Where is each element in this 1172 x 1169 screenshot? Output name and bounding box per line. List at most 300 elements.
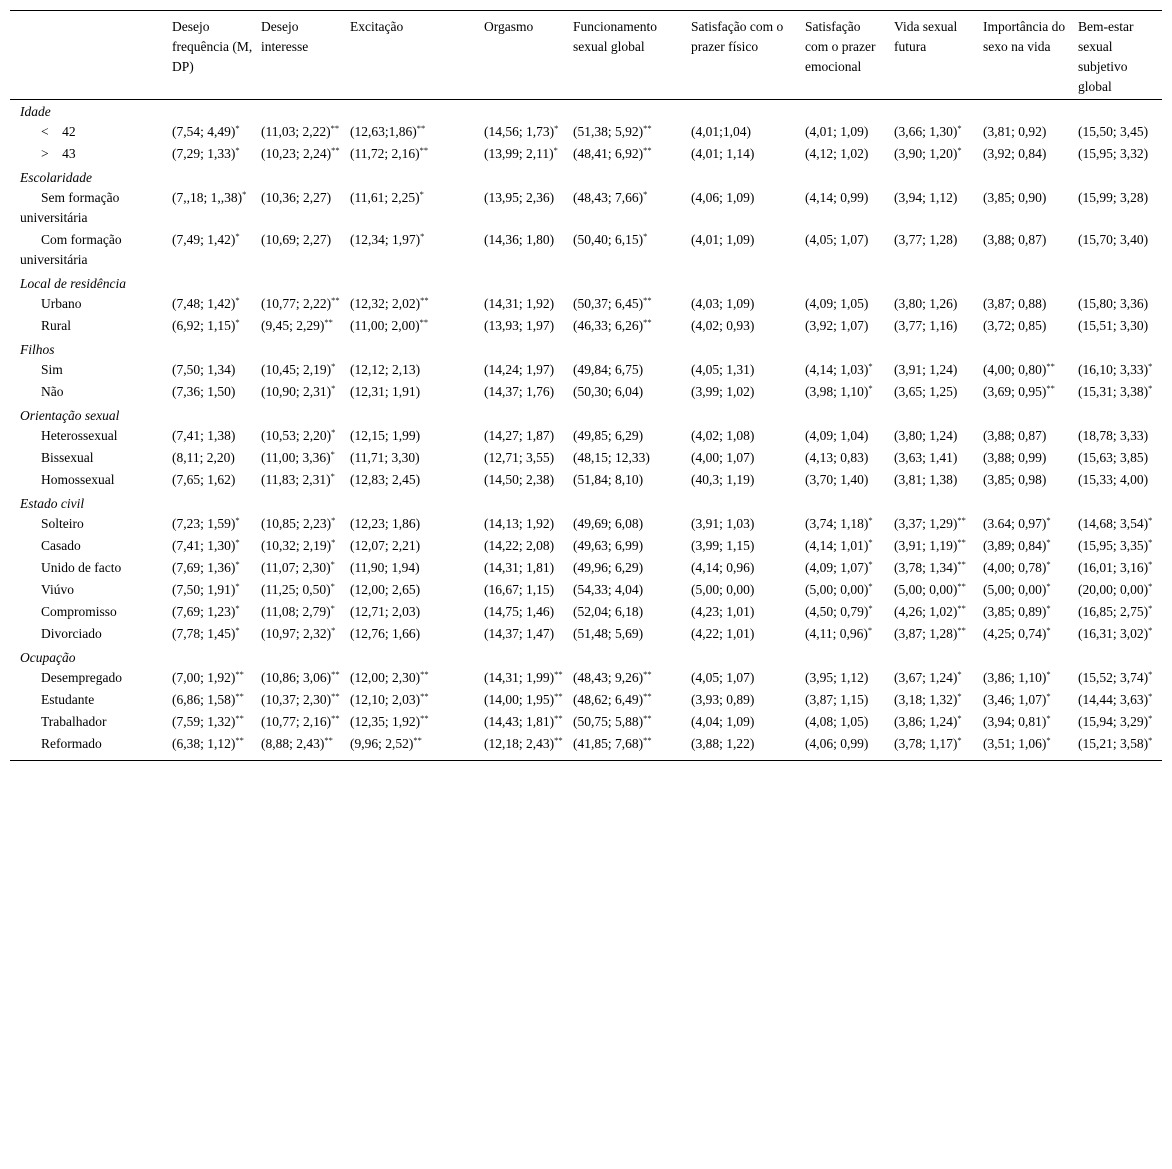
cell-value: (16,85; 2,75) <box>1078 604 1149 619</box>
cell-value: (15,94; 3,29) <box>1078 714 1149 729</box>
value-cell <box>979 448 1074 470</box>
value-cell <box>687 316 801 338</box>
cell-value: (14,27; 1,87) <box>484 428 555 443</box>
value-cell <box>979 188 1074 230</box>
cell-value: (4,08; 1,05) <box>805 714 869 729</box>
cell-value: (3,88; 0,87) <box>983 232 1047 247</box>
cell-value: (4,06; 1,09) <box>691 190 755 205</box>
cell-value: (11,08; 2,79) <box>261 604 331 619</box>
significance-marker: * <box>1148 669 1153 679</box>
value-cell <box>168 360 257 382</box>
value-cell <box>801 668 890 690</box>
value-cell <box>890 294 979 316</box>
cell-value: (16,31; 3,02) <box>1078 626 1149 641</box>
value-cell <box>346 624 480 646</box>
table-body <box>10 100 1162 761</box>
value-cell <box>1074 624 1162 646</box>
significance-marker: ** <box>420 669 429 679</box>
value-cell <box>1074 144 1162 166</box>
cell-value: (12,35; 1,92) <box>350 714 421 729</box>
significance-marker: * <box>868 559 873 569</box>
value-cell <box>569 122 687 144</box>
table-row <box>10 426 1162 448</box>
row-label: Viúvo <box>41 582 74 597</box>
table-row <box>10 712 1162 734</box>
value-cell <box>569 602 687 624</box>
value-cell <box>801 734 890 761</box>
value-cell <box>1074 382 1162 404</box>
cell-value: (12,00; 2,30) <box>350 670 421 685</box>
value-cell <box>801 426 890 448</box>
table-row <box>10 668 1162 690</box>
cell-value: (3,87; 0,88) <box>983 296 1047 311</box>
cell-value: (3,65; 1,25) <box>894 384 958 399</box>
value-cell <box>480 188 569 230</box>
group-title: Filhos <box>20 342 55 357</box>
column-header-1: Desejo frequência (M, DP) <box>172 19 253 74</box>
value-cell <box>346 558 480 580</box>
row-label: Urbano <box>41 296 82 311</box>
cell-value: (10,53; 2,20) <box>261 428 332 443</box>
significance-marker: ** <box>324 317 333 327</box>
cell-value: (14,31; 1,99) <box>484 670 555 685</box>
value-cell <box>890 690 979 712</box>
value-cell <box>569 734 687 761</box>
value-cell <box>168 470 257 492</box>
cell-value: (10,85; 2,23) <box>261 516 332 531</box>
column-header-9: Importância do sexo na vida <box>983 19 1066 54</box>
cell-value: (10,37; 2,30) <box>261 692 332 707</box>
cell-value: (15,63; 3,85) <box>1078 450 1149 465</box>
value-cell <box>569 536 687 558</box>
significance-marker: ** <box>330 123 340 133</box>
value-cell <box>346 382 480 404</box>
cell-value: (3,67; 1,24) <box>894 670 958 685</box>
cell-value: (14,24; 1,97) <box>484 362 555 377</box>
value-cell <box>346 122 480 144</box>
cell-value: (14,43; 1,81) <box>484 714 555 729</box>
column-header-6: Satisfação com o prazer físico <box>691 19 784 54</box>
cell-value: (10,36; 2,27) <box>261 190 332 205</box>
value-cell <box>687 514 801 536</box>
significance-marker: * <box>235 295 240 305</box>
cell-value: (4,14; 0,96) <box>691 560 755 575</box>
cell-value: (20,00; 0,00) <box>1078 582 1149 597</box>
cell-value: (3,85; 0,90) <box>983 190 1047 205</box>
row-label: Sim <box>41 362 63 377</box>
value-cell <box>480 360 569 382</box>
significance-marker: ** <box>419 317 429 327</box>
table-row <box>10 382 1162 404</box>
cell-value: (3,69; 0,95) <box>983 384 1047 399</box>
group-row <box>10 100 1162 123</box>
cell-value: (14,37; 1,76) <box>484 384 555 399</box>
significance-marker: ** <box>957 603 966 613</box>
cell-value: (10,32; 2,19) <box>261 538 332 553</box>
cell-value: (3,87; 1,28) <box>894 626 958 641</box>
value-cell <box>801 230 890 272</box>
table-row <box>10 188 1162 230</box>
significance-marker: * <box>643 231 648 241</box>
cell-value: (3,86; 1,24) <box>894 714 958 729</box>
significance-marker: ** <box>554 735 563 745</box>
group-row <box>10 646 1162 668</box>
significance-marker: * <box>867 625 873 635</box>
value-cell <box>687 580 801 602</box>
value-cell <box>979 470 1074 492</box>
value-cell <box>687 602 801 624</box>
cell-value: (4,11; 0,96) <box>805 626 868 641</box>
value-cell <box>257 144 346 166</box>
table-row <box>10 294 1162 316</box>
cell-value: (13,95; 2,36) <box>484 190 555 205</box>
row-label: Desempregado <box>41 670 122 685</box>
cell-value: (49,96; 6,29) <box>573 560 644 575</box>
cell-value: (15,51; 3,30) <box>1078 318 1149 333</box>
cell-value: (3,63; 1,41) <box>894 450 958 465</box>
cell-value: (12,18; 2,43) <box>484 736 555 751</box>
cell-value: (3,94; 0,81) <box>983 714 1047 729</box>
value-cell <box>257 470 346 492</box>
value-cell <box>257 448 346 470</box>
significance-marker: * <box>331 361 336 371</box>
value-cell <box>168 382 257 404</box>
value-cell <box>979 602 1074 624</box>
cell-value: (3,89; 0,84) <box>983 538 1047 553</box>
value-cell <box>687 448 801 470</box>
cell-value: (12,23; 1,86) <box>350 516 421 531</box>
row-label: > 43 <box>41 146 76 161</box>
cell-value: (4,25; 0,74) <box>983 626 1047 641</box>
cell-value: (10,86; 3,06) <box>261 670 332 685</box>
cell-value: (12,71; 2,03) <box>350 604 421 619</box>
cell-value: (7,50; 1,34) <box>172 362 236 377</box>
cell-value: (3,92; 0,84) <box>983 146 1047 161</box>
significance-marker: * <box>1148 713 1153 723</box>
value-cell <box>257 624 346 646</box>
cell-value: (50,37; 6,45) <box>573 296 644 311</box>
value-cell <box>1074 690 1162 712</box>
cell-value: (14,50; 2,38) <box>484 472 555 487</box>
cell-value: (12,00; 2,65) <box>350 582 421 597</box>
value-cell <box>480 470 569 492</box>
cell-value: (7,78; 1,45) <box>172 626 236 641</box>
value-cell <box>890 382 979 404</box>
cell-value: (10,77; 2,22) <box>261 296 332 311</box>
significance-marker: ** <box>554 691 563 701</box>
value-cell <box>480 426 569 448</box>
table-row <box>10 230 1162 272</box>
row-label: Heterossexual <box>41 428 118 443</box>
significance-marker: * <box>868 581 873 591</box>
table-row <box>10 470 1162 492</box>
value-cell <box>979 558 1074 580</box>
cell-value: (4,26; 1,02) <box>894 604 958 619</box>
cell-value: (4,14; 1,01) <box>805 538 869 553</box>
significance-marker: * <box>330 449 335 459</box>
significance-marker: ** <box>643 691 652 701</box>
cell-value: (3,92; 1,07) <box>805 318 869 333</box>
table-row <box>10 580 1162 602</box>
significance-marker: * <box>235 145 240 155</box>
group-row <box>10 272 1162 294</box>
significance-marker: * <box>235 559 240 569</box>
value-cell <box>687 360 801 382</box>
value-cell <box>346 580 480 602</box>
value-cell <box>890 734 979 761</box>
significance-marker: * <box>1046 559 1051 569</box>
cell-value: (5,00; 0,00) <box>691 582 755 597</box>
cell-value: (11,03; 2,22) <box>261 124 331 139</box>
significance-marker: * <box>1148 383 1153 393</box>
cell-value: (3,85; 0,89) <box>983 604 1047 619</box>
value-cell <box>979 668 1074 690</box>
significance-marker: * <box>643 189 648 199</box>
significance-marker: * <box>242 189 247 199</box>
cell-value: (14,68; 3,54) <box>1078 516 1149 531</box>
value-cell <box>1074 580 1162 602</box>
cell-value: (3,99; 1,15) <box>691 538 755 553</box>
cell-value: (7,48; 1,42) <box>172 296 236 311</box>
cell-value: (4,01;1,04) <box>691 124 751 139</box>
value-cell <box>168 602 257 624</box>
value-cell <box>168 690 257 712</box>
value-cell <box>168 188 257 230</box>
value-cell <box>979 360 1074 382</box>
value-cell <box>346 188 480 230</box>
cell-value: (11,07; 2,30) <box>261 560 331 575</box>
cell-value: (15,95; 3,35) <box>1078 538 1149 553</box>
significance-marker: * <box>1046 713 1051 723</box>
value-cell <box>257 668 346 690</box>
value-cell <box>346 514 480 536</box>
significance-marker: * <box>1148 625 1153 635</box>
value-cell <box>1074 230 1162 272</box>
table-row <box>10 122 1162 144</box>
cell-value: (3.64; 0,97) <box>983 516 1047 531</box>
cell-value: (4,09; 1,07) <box>805 560 869 575</box>
significance-marker: * <box>330 471 335 481</box>
value-cell <box>480 536 569 558</box>
significance-marker: * <box>1046 603 1051 613</box>
significance-marker: * <box>235 123 240 133</box>
cell-value: (3,18; 1,32) <box>894 692 958 707</box>
group-title: Orientação sexual <box>20 408 120 423</box>
value-cell <box>801 122 890 144</box>
cell-value: (3,78; 1,17) <box>894 736 958 751</box>
value-cell <box>687 144 801 166</box>
cell-value: (16,10; 3,33) <box>1078 362 1149 377</box>
cell-value: (10,69; 2,27) <box>261 232 332 247</box>
value-cell <box>569 558 687 580</box>
significance-marker: * <box>1148 361 1153 371</box>
row-label: Bissexual <box>41 450 94 465</box>
cell-value: (7,59; 1,32) <box>172 714 236 729</box>
significance-marker: * <box>1046 625 1051 635</box>
cell-value: (8,11; 2,20) <box>172 450 235 465</box>
value-cell <box>168 536 257 558</box>
value-cell <box>168 426 257 448</box>
value-cell <box>801 188 890 230</box>
significance-marker: * <box>235 537 240 547</box>
cell-value: (12,10; 2,03) <box>350 692 421 707</box>
significance-marker: ** <box>643 295 652 305</box>
column-header-4: Orgasmo <box>484 19 534 34</box>
value-cell <box>480 294 569 316</box>
value-cell <box>480 514 569 536</box>
cell-value: (6,38; 1,12) <box>172 736 236 751</box>
cell-value: (7,65; 1,62) <box>172 472 236 487</box>
significance-marker: * <box>957 669 962 679</box>
significance-marker: ** <box>957 537 966 547</box>
cell-value: (12,32; 2,02) <box>350 296 421 311</box>
cell-value: (15,99; 3,28) <box>1078 190 1149 205</box>
column-header-3: Excitação <box>350 19 404 34</box>
significance-marker: ** <box>957 559 966 569</box>
table-row <box>10 602 1162 624</box>
cell-value: (3,72; 0,85) <box>983 318 1047 333</box>
significance-marker: ** <box>235 735 244 745</box>
significance-marker: ** <box>643 317 652 327</box>
significance-marker: * <box>330 603 335 613</box>
significance-marker: * <box>1046 669 1051 679</box>
cell-value: (4,50; 0,79) <box>805 604 869 619</box>
value-cell <box>346 144 480 166</box>
significance-marker: ** <box>331 295 340 305</box>
significance-marker: * <box>419 189 424 199</box>
significance-marker: ** <box>957 515 966 525</box>
value-cell <box>979 624 1074 646</box>
value-cell <box>257 734 346 761</box>
value-cell <box>257 316 346 338</box>
value-cell <box>687 668 801 690</box>
value-cell <box>890 230 979 272</box>
cell-value: (3,91; 1,24) <box>894 362 958 377</box>
significance-marker: * <box>868 515 873 525</box>
value-cell <box>480 602 569 624</box>
cell-value: (3,80; 1,26) <box>894 296 958 311</box>
cell-value: (49,85; 6,29) <box>573 428 644 443</box>
cell-value: (3,95; 1,12) <box>805 670 869 685</box>
table-row <box>10 536 1162 558</box>
cell-value: (6,86; 1,58) <box>172 692 236 707</box>
significance-marker: ** <box>416 123 426 133</box>
cell-value: (48,41; 6,92) <box>573 146 644 161</box>
value-cell <box>979 536 1074 558</box>
cell-value: (4,05; 1,31) <box>691 362 755 377</box>
cell-value: (12,07; 2,21) <box>350 538 421 553</box>
value-cell <box>569 294 687 316</box>
cell-value: (14,44; 3,63) <box>1078 692 1149 707</box>
cell-value: (4,02; 1,08) <box>691 428 755 443</box>
cell-value: (7,36; 1,50) <box>172 384 236 399</box>
cell-value: (41,85; 7,68) <box>573 736 644 751</box>
value-cell <box>801 690 890 712</box>
cell-value: (6,92; 1,15) <box>172 318 236 333</box>
value-cell <box>346 448 480 470</box>
significance-marker: * <box>331 383 336 393</box>
value-cell <box>1074 602 1162 624</box>
cell-value: (4,09; 1,04) <box>805 428 869 443</box>
column-header-7: Satisfação com o prazer emocional <box>805 19 876 74</box>
cell-value: (12,83; 2,45) <box>350 472 421 487</box>
value-cell <box>979 294 1074 316</box>
cell-value: (15,70; 3,40) <box>1078 232 1149 247</box>
significance-marker: * <box>1148 603 1153 613</box>
value-cell <box>890 144 979 166</box>
value-cell <box>257 536 346 558</box>
value-cell <box>687 122 801 144</box>
row-label: Trabalhador <box>41 714 107 729</box>
significance-marker: * <box>1148 691 1153 701</box>
table-row <box>10 558 1162 580</box>
cell-value: (48,43; 9,26) <box>573 670 644 685</box>
cell-value: (10,23; 2,24) <box>261 146 332 161</box>
cell-value: (16,67; 1,15) <box>484 582 555 597</box>
significance-marker: ** <box>643 713 652 723</box>
column-header-5: Funcionamento sexual global <box>573 19 657 54</box>
cell-value: (3,51; 1,06) <box>983 736 1047 751</box>
value-cell <box>257 188 346 230</box>
value-cell <box>1074 426 1162 448</box>
significance-marker: * <box>868 361 873 371</box>
cell-value: (10,77; 2,16) <box>261 714 332 729</box>
value-cell <box>801 294 890 316</box>
value-cell <box>480 668 569 690</box>
value-cell <box>257 690 346 712</box>
significance-marker: ** <box>420 691 429 701</box>
cell-value: (51,84; 8,10) <box>573 472 644 487</box>
significance-marker: * <box>1148 735 1153 745</box>
value-cell <box>1074 734 1162 761</box>
significance-marker: * <box>1148 559 1153 569</box>
value-cell <box>1074 514 1162 536</box>
results-table <box>10 10 1162 761</box>
cell-value: (14,13; 1,92) <box>484 516 555 531</box>
value-cell <box>1074 122 1162 144</box>
value-cell <box>801 144 890 166</box>
cell-value: (51,48; 5,69) <box>573 626 644 641</box>
value-cell <box>890 602 979 624</box>
table-container <box>10 10 1162 761</box>
cell-value: (7,41; 1,30) <box>172 538 236 553</box>
row-label: < 42 <box>41 124 76 139</box>
value-cell <box>1074 712 1162 734</box>
value-cell <box>257 382 346 404</box>
value-cell <box>257 712 346 734</box>
value-cell <box>480 712 569 734</box>
group-title: Idade <box>20 104 51 119</box>
significance-marker: ** <box>420 295 429 305</box>
cell-value: (14,37; 1,47) <box>484 626 555 641</box>
significance-marker: * <box>1148 537 1153 547</box>
value-cell <box>346 470 480 492</box>
value-cell <box>346 668 480 690</box>
row-label: Divorciado <box>41 626 102 641</box>
table-row <box>10 360 1162 382</box>
value-cell <box>480 122 569 144</box>
value-cell <box>257 360 346 382</box>
value-cell <box>168 580 257 602</box>
significance-marker: * <box>1148 581 1153 591</box>
value-cell <box>890 188 979 230</box>
cell-value: (13,93; 1,97) <box>484 318 555 333</box>
significance-marker: * <box>330 581 335 591</box>
cell-value: (4,00; 1,07) <box>691 450 755 465</box>
cell-value: (48,43; 7,66) <box>573 190 644 205</box>
cell-value: (3,93; 0,89) <box>691 692 755 707</box>
significance-marker: ** <box>554 713 563 723</box>
